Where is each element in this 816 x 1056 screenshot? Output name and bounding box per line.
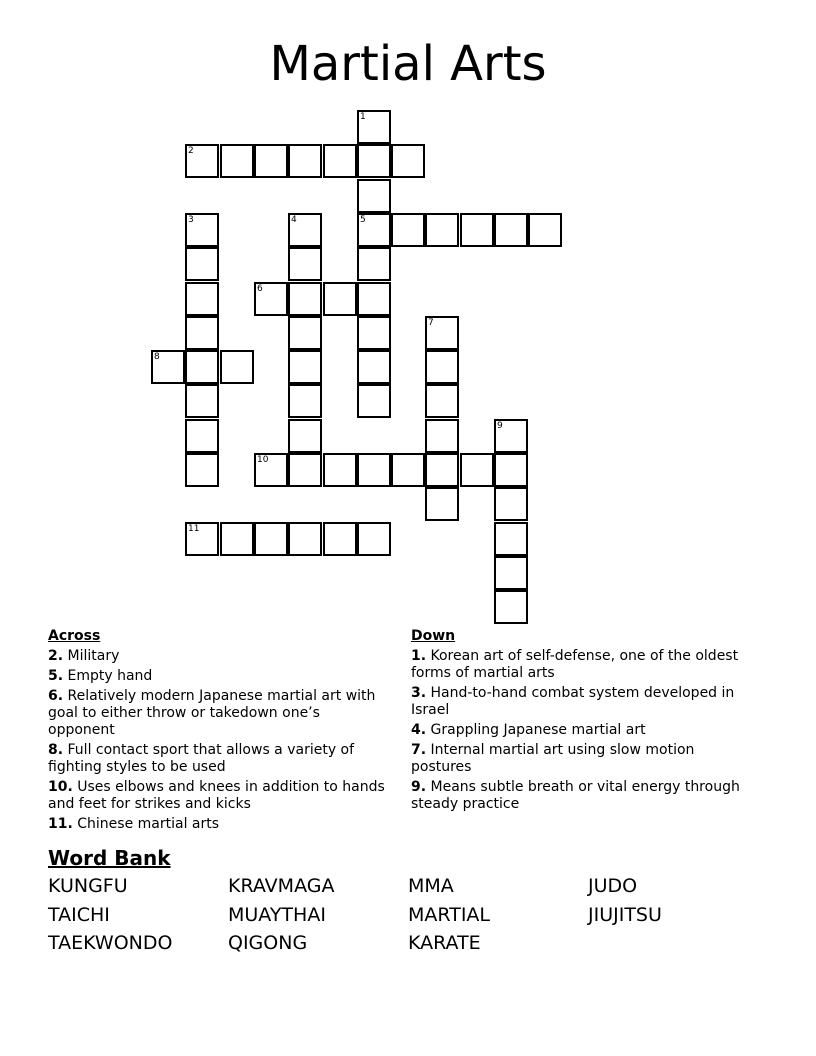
grid-cell[interactable] <box>357 247 391 281</box>
word-bank-word: KRAVMAGA <box>228 875 335 897</box>
word-bank-word: KUNGFU <box>48 875 128 897</box>
across-clues <box>48 628 388 836</box>
grid-cell[interactable] <box>220 522 254 556</box>
grid-cell[interactable] <box>185 419 219 453</box>
grid-cell[interactable] <box>460 453 494 487</box>
grid-cell[interactable] <box>391 213 425 247</box>
across-clue: 5. Empty hand <box>48 668 153 684</box>
grid-cell[interactable] <box>288 282 322 316</box>
grid-cell[interactable] <box>494 453 528 487</box>
across-heading: Across <box>48 628 101 644</box>
grid-cell[interactable] <box>494 522 528 556</box>
grid-cell[interactable] <box>288 384 322 418</box>
grid-cell[interactable] <box>323 522 357 556</box>
grid-cell[interactable] <box>357 453 391 487</box>
grid-cell[interactable] <box>185 316 219 350</box>
grid-cell[interactable] <box>391 453 425 487</box>
grid-cell[interactable] <box>425 419 459 453</box>
word-bank-word: TAICHI <box>48 904 110 926</box>
grid-cell[interactable] <box>323 282 357 316</box>
across-clue: 6. Relatively modern Japanese martial art with goal to either throw or takedown one’s opponent <box>48 688 376 738</box>
clue-number: 10 <box>257 455 269 465</box>
across-clue: 8. Full contact sport that allows a variety of fighting styles to be used <box>48 742 355 775</box>
grid-cell[interactable] <box>288 350 322 384</box>
word-bank-word: JIUJITSU <box>588 904 662 926</box>
grid-cell[interactable] <box>425 453 459 487</box>
grid-cell[interactable] <box>357 110 391 144</box>
grid-cell[interactable] <box>288 522 322 556</box>
down-clue: 7. Internal martial art using slow motion postures <box>411 742 695 775</box>
grid-cell[interactable] <box>185 522 219 556</box>
clue-number: 7 <box>428 318 434 328</box>
clue-number: 8 <box>154 352 160 362</box>
clue-number: 5 <box>360 215 366 225</box>
grid-cell[interactable] <box>357 282 391 316</box>
grid-cell[interactable] <box>357 350 391 384</box>
clue-number: 4 <box>291 215 297 225</box>
grid-cell[interactable] <box>254 282 288 316</box>
grid-cell[interactable] <box>494 487 528 521</box>
across-clue: 10. Uses elbows and knees in addition to hands and feet for strikes and kicks <box>48 779 385 812</box>
clue-number: 1 <box>360 112 366 122</box>
grid-cell[interactable] <box>391 144 425 178</box>
grid-cell[interactable] <box>151 350 185 384</box>
page-title: Martial Arts <box>269 36 547 92</box>
word-bank-word: MMA <box>408 875 454 897</box>
grid-cell[interactable] <box>425 384 459 418</box>
word-bank-word: TAEKWONDO <box>48 932 173 954</box>
grid-cell[interactable] <box>425 316 459 350</box>
down-clue: 1. Korean art of self-defense, one of the oldest forms of martial arts <box>411 648 739 681</box>
grid-cell[interactable] <box>220 144 254 178</box>
clue-number: 3 <box>188 215 194 225</box>
grid-cell[interactable] <box>254 522 288 556</box>
grid-cell[interactable] <box>357 384 391 418</box>
clue-number: 11 <box>188 524 200 534</box>
grid-cell[interactable] <box>288 419 322 453</box>
grid-cell[interactable] <box>185 384 219 418</box>
grid-cell[interactable] <box>323 144 357 178</box>
grid-cell[interactable] <box>220 350 254 384</box>
grid-cell[interactable] <box>288 213 322 247</box>
grid-cell[interactable] <box>185 144 219 178</box>
grid-cell[interactable] <box>254 453 288 487</box>
grid-cell[interactable] <box>425 350 459 384</box>
grid-cell[interactable] <box>425 487 459 521</box>
grid-cell[interactable] <box>528 213 562 247</box>
down-clue: 9. Means subtle breath or vital energy through steady practice <box>411 779 740 812</box>
grid-cell[interactable] <box>357 179 391 213</box>
grid-cell[interactable] <box>357 522 391 556</box>
down-clues <box>411 628 756 816</box>
across-clue: 2. Military <box>48 648 120 664</box>
down-clue: 4. Grappling Japanese martial art <box>411 722 646 738</box>
word-bank-word: MARTIAL <box>408 904 491 926</box>
grid-cell[interactable] <box>185 247 219 281</box>
grid-cell[interactable] <box>357 213 391 247</box>
grid-cell[interactable] <box>494 419 528 453</box>
grid-cell[interactable] <box>185 213 219 247</box>
grid-cell[interactable] <box>323 453 357 487</box>
across-clue: 11. Chinese martial arts <box>48 816 220 832</box>
grid-cell[interactable] <box>494 213 528 247</box>
down-heading: Down <box>411 628 456 644</box>
grid-cell[interactable] <box>494 556 528 590</box>
grid-cell[interactable] <box>185 350 219 384</box>
word-bank-word: KARATE <box>408 932 481 954</box>
grid-cell[interactable] <box>254 144 288 178</box>
grid-cell[interactable] <box>288 247 322 281</box>
word-bank-heading: Word Bank <box>48 846 171 870</box>
grid-cell[interactable] <box>460 213 494 247</box>
word-bank-word: QIGONG <box>228 932 308 954</box>
grid-cell[interactable] <box>288 453 322 487</box>
grid-cell[interactable] <box>185 282 219 316</box>
word-bank-word: JUDO <box>588 875 638 897</box>
grid-cell[interactable] <box>494 590 528 624</box>
word-bank-word: MUAYTHAI <box>228 904 326 926</box>
clue-number: 9 <box>497 421 503 431</box>
grid-cell[interactable] <box>288 316 322 350</box>
clue-number: 6 <box>257 284 263 294</box>
grid-cell[interactable] <box>288 144 322 178</box>
grid-cell[interactable] <box>357 144 391 178</box>
grid-cell[interactable] <box>425 213 459 247</box>
grid-cell[interactable] <box>185 453 219 487</box>
down-clue: 3. Hand-to-hand combat system developed in Israel <box>411 685 735 718</box>
clue-number: 2 <box>188 146 194 156</box>
grid-cell[interactable] <box>357 316 391 350</box>
